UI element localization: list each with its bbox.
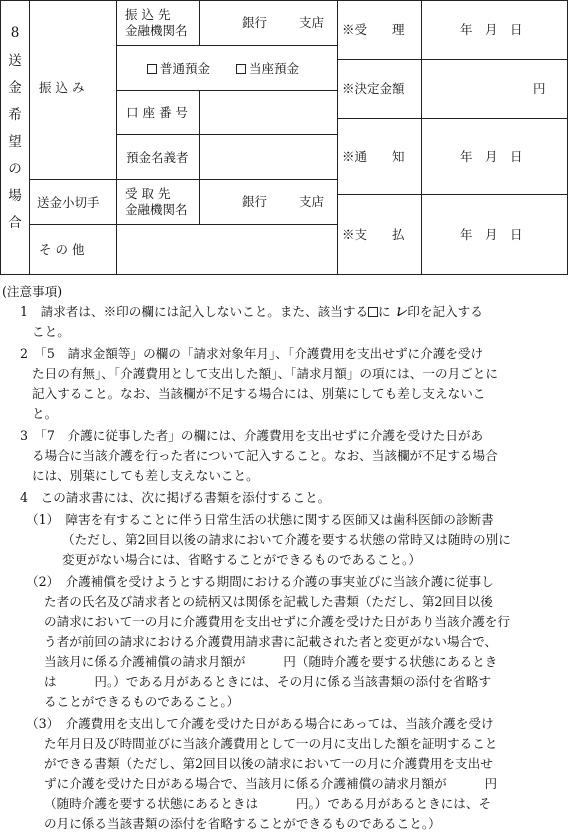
section-label-cell	[0, 0, 30, 275]
note-4-2-line: は 円。）である月があるときには、その月に係る当該書類の添付を省略す	[44, 674, 492, 689]
current-checkbox[interactable]	[236, 64, 246, 74]
note-4-2-line: た者の氏名及び請求者との続柄又は関係を記載した書類（ただし、第2回目以後	[44, 594, 493, 609]
note-4-2-line: 当該月に係る介護補償の請求月額が 円（随時介護を要する状態にあるとき	[44, 654, 498, 669]
section-char: の	[8, 161, 22, 177]
note-1-text-b: に	[378, 304, 391, 319]
account-holder-label: 預金名義者	[126, 150, 189, 165]
note-4-1-line: （1） 障害を有することに伴う日常生活の状態に関する医師又は歯科医師の診断書	[26, 512, 494, 527]
check-mark-icon: レ	[393, 304, 409, 319]
remittance-check-label-cell	[29, 179, 117, 225]
section-number: 8	[10, 25, 20, 41]
furikomi-bank-label-2: 金融機関名	[125, 23, 188, 38]
received-label-cell	[337, 0, 422, 60]
furikomi-bank-label-cell	[116, 0, 200, 46]
deposit-current-option[interactable]	[236, 62, 299, 76]
section-char: 合	[8, 215, 22, 231]
received-date: 年 月 日	[460, 22, 523, 37]
note-4-3-line: （3） 介護費用を支出して介護を受けた日がある場合にあっては、当該介護を受け	[26, 716, 494, 731]
note-4-1-line: 変更がない場合には、省略することができるものであること。）	[62, 552, 421, 567]
bank-suffix: 銀行	[242, 15, 268, 30]
note-4-2-line: の請求において一の月に介護費用を支出せずに介護を受けた日があり当該介護を行	[44, 614, 510, 629]
received-date-field	[421, 0, 568, 60]
other-label-cell	[29, 224, 117, 275]
note-2-line: 記入すること。なお、当該欄が不足する場合には、別葉にしても差し支えないこ	[32, 386, 486, 401]
note-4-3-line: の月に係る当該書類の添付を省略することができるものであること。）	[44, 816, 441, 831]
note-4-3-line: （随時介護を要する状態にあるときは 円。）である月があるときには、そ	[44, 796, 492, 811]
branch-suffix: 支店	[299, 194, 325, 209]
note-4-1-line: （ただし、第2回目以後の請求において介護を要する状態の常時又は随時の別に	[62, 532, 511, 547]
note-4-line: 4 この請求書には、次に掲げる書類を添付すること。	[20, 490, 331, 505]
furikomi-label: 振 込 み	[39, 80, 85, 95]
recipient-bank-label-1: 受 取 先	[125, 186, 171, 201]
deposit-type-cell	[116, 45, 338, 91]
recipient-bank-label-cell	[116, 179, 200, 225]
note-4-3-line: た年月日及び時間並びに当該介護費用として一の月に支出した額を証明すること	[44, 736, 498, 751]
section-char: 場	[8, 188, 22, 204]
decided-amount-label: ※決定金額	[342, 81, 405, 96]
payment-date-field	[421, 194, 568, 275]
note-3-line: る場合に当該介護を行った者について記入すること。なお、当該欄が不足する場合	[32, 448, 498, 463]
deposit-regular-label: 普通預金	[160, 61, 211, 76]
note-4-2-line: ることができるものであること。）	[44, 694, 240, 709]
notice-label: ※通 知	[342, 149, 405, 164]
furikomi-bank-field[interactable]	[199, 0, 338, 46]
decided-amount-field	[421, 59, 568, 119]
account-holder-field[interactable]	[199, 134, 338, 180]
account-number-label: 口 座 番 号	[126, 105, 188, 120]
other-field[interactable]	[116, 224, 338, 275]
recipient-bank-label-2: 金融機関名	[125, 202, 188, 217]
notice-date: 年 月 日	[460, 149, 523, 164]
account-holder-label-cell	[116, 134, 200, 180]
note-1-text-c: 印を記入する	[407, 304, 483, 319]
received-label: ※受 理	[342, 22, 405, 37]
section-char: 希	[8, 107, 22, 123]
decided-amount-label-cell	[337, 59, 422, 119]
note-3-line: には、別葉にしても差し支えないこと。	[32, 468, 259, 483]
payment-label: ※支 払	[342, 227, 405, 242]
note-4-2-line: う者が前回の請求における介護費用請求書に記載された者と変更がない場合で、	[44, 634, 498, 649]
note-3-line: 3 「7 介護に従事した者」の欄には、介護費用を支出せずに介護を受けた日があ	[20, 428, 484, 443]
note-4-2-line: （2） 介護補償を受けようとする期間における介護の事実並びに当該介護に従事し	[26, 574, 494, 589]
payment-label-cell	[337, 194, 422, 275]
note-1-line	[20, 302, 483, 322]
regular-checkbox[interactable]	[147, 64, 157, 74]
other-label: そ の 他	[39, 242, 85, 257]
furikomi-label-cell	[29, 0, 117, 180]
note-1-text-a: 1 請求者は、※印の欄には記入しないこと。また、該当する	[20, 304, 369, 319]
yen-suffix: 円	[533, 81, 546, 96]
furikomi-bank-label-1: 振 込 先	[125, 7, 171, 22]
bank-suffix: 銀行	[242, 194, 268, 209]
deposit-regular-option[interactable]	[147, 62, 210, 76]
section-char: 送	[8, 53, 22, 69]
note-2-line: た日の有無」、「介護費用として支出した額」、「請求月額」の項には、一の月ごとに	[32, 366, 498, 381]
checkbox-icon	[368, 307, 378, 317]
notice-label-cell	[337, 118, 422, 195]
account-number-label-cell	[116, 90, 200, 135]
notice-date-field	[421, 118, 568, 195]
notes-heading: (注意事項)	[2, 284, 63, 299]
branch-suffix: 支店	[299, 15, 325, 30]
recipient-bank-field[interactable]	[199, 179, 338, 225]
note-4-3-line: ができる書類（ただし、第2回目以後の請求において一の月に介護費用を支出せ	[44, 756, 493, 771]
section-char: 望	[8, 134, 22, 150]
note-4-3-line: ずに介護を受けた日がある場合で、当該月に係る介護補償の請求月額が 円	[44, 776, 498, 791]
remittance-form-table	[0, 0, 568, 275]
note-2-line: と。	[32, 406, 58, 421]
deposit-current-label: 当座預金	[249, 61, 300, 76]
section-char: 金	[8, 80, 22, 96]
note-1-line: こと。	[32, 324, 70, 339]
account-number-field[interactable]	[199, 90, 338, 135]
payment-date: 年 月 日	[460, 227, 523, 242]
remittance-check-label: 送金小切手	[37, 195, 100, 210]
note-2-line: 2 「5 請求金額等」の欄の「請求対象年月」、「介護費用を支出せずに介護を受け	[20, 346, 484, 361]
